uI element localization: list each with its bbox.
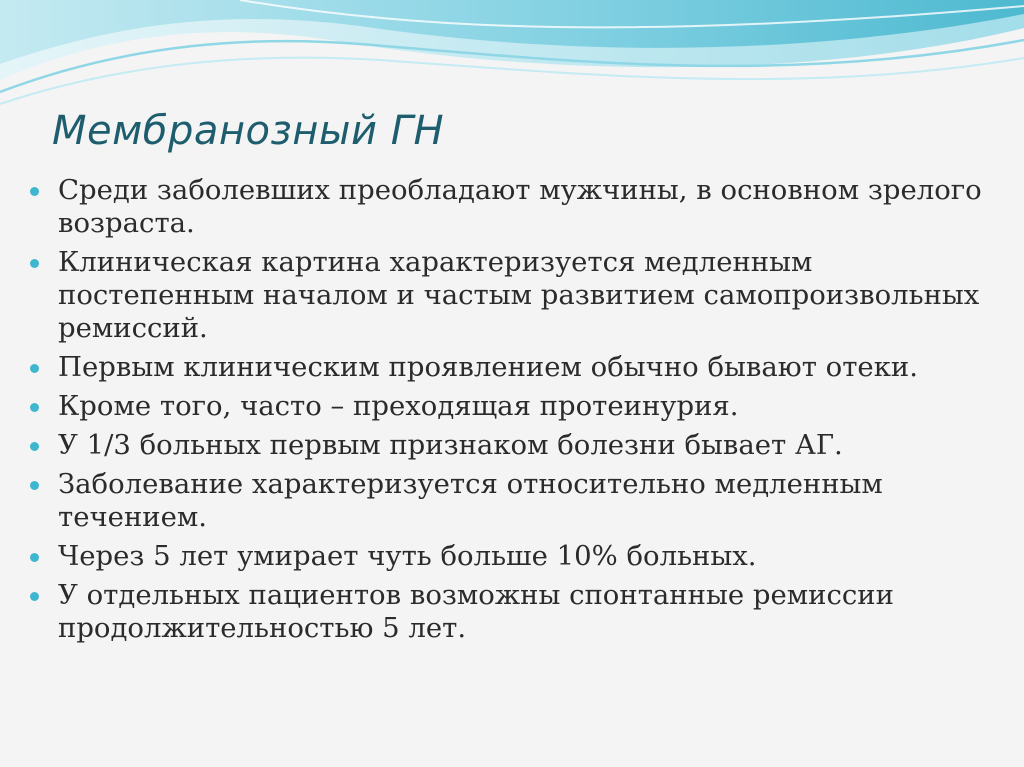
bullet-dot-icon [30,364,39,373]
bullet-text: У 1/3 больных первым признаком болезни бывает АГ. [58,429,843,461]
list-item [0,540,1000,573]
bullet-text: Кроме того, часто – преходящая протеинурия. [58,390,739,422]
list-item [0,579,1000,645]
header-wave-decoration [0,0,1024,120]
bullet-list [0,174,1000,651]
bullet-text: Среди заболевших преобладают мужчины, в основном зрелого возраста. [58,174,982,239]
list-item [0,390,1000,423]
bullet-dot-icon [30,259,39,268]
bullet-dot-icon [30,187,39,196]
bullet-text: Первым клиническим проявлением обычно бывают отеки. [58,351,918,383]
slide-title: Мембранозный ГН [52,108,445,154]
list-item [0,174,1000,240]
list-item [0,429,1000,462]
bullet-dot-icon [30,442,39,451]
bullet-dot-icon [30,481,39,490]
bullet-text: Через 5 лет умирает чуть больше 10% больных. [58,540,757,572]
bullet-text: Клиническая картина характеризуется медленным постепенным началом и частым развитием самопроизвольных ремиссий. [58,246,980,344]
list-item [0,246,1000,345]
bullet-dot-icon [30,403,39,412]
list-item [0,351,1000,384]
list-item [0,468,1000,534]
bullet-dot-icon [30,592,39,601]
bullet-text: Заболевание характеризуется относительно медленным течением. [58,468,883,533]
bullet-text: У отдельных пациентов возможны спонтанные ремиссии продолжительностью 5 лет. [58,579,894,644]
bullet-dot-icon [30,553,39,562]
